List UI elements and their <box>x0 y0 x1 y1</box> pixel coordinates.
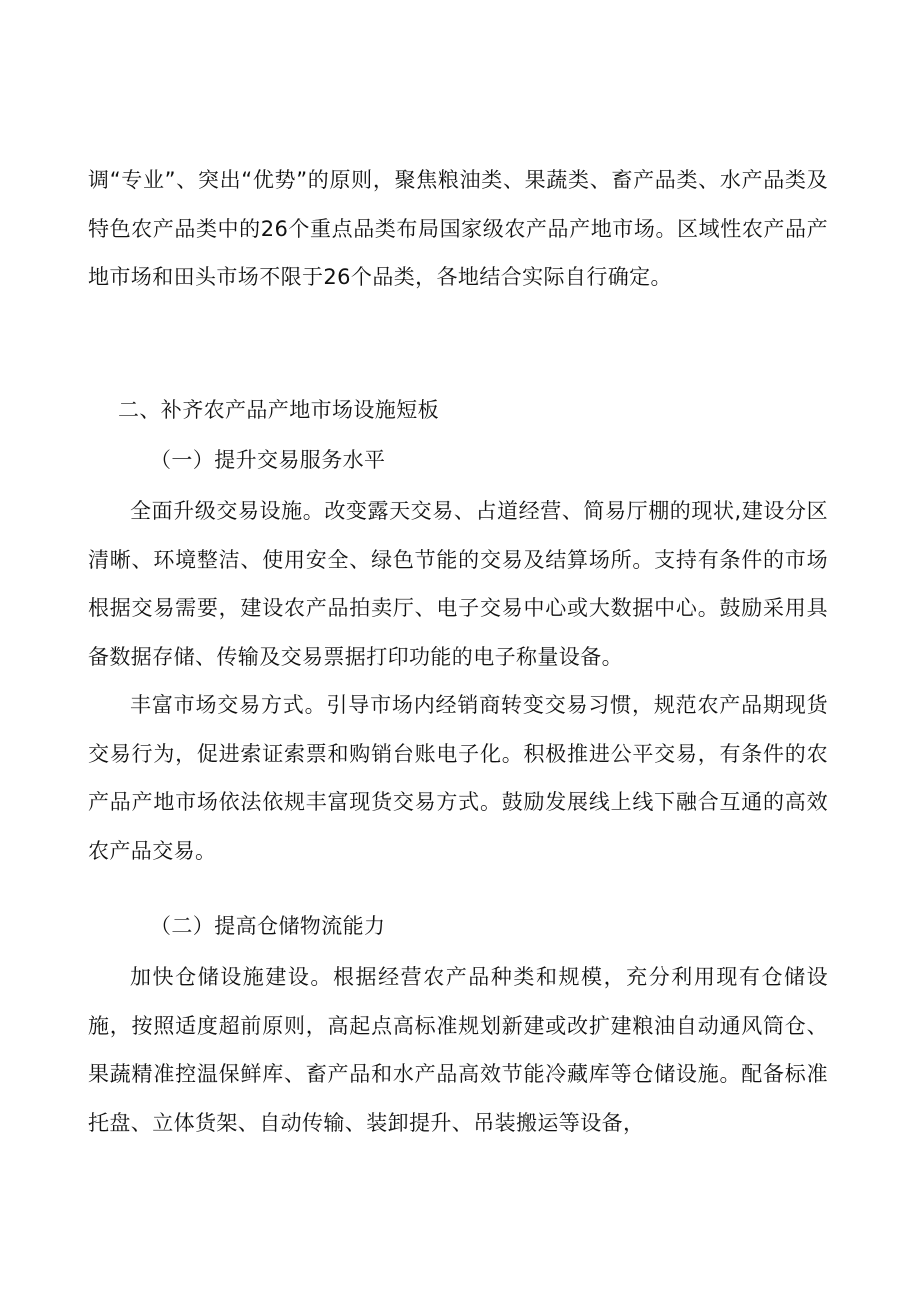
paragraph-trade-facilities: 全面升级交易设施。改变露天交易、占道经营、简易厅棚的现状,建设分区清晰、环境整洁、使用安全、绿色节能的交易及结算场所。支持有条件的市场根据交易需要，建设农产品拍卖厅、电子交易中心或大数据中心。鼓励采用具备数据存储、传输及交易票据打印功能的电子称量设备。 <box>88 499 828 669</box>
subsection-heading-2: （二）提高仓储物流能力 <box>150 914 386 938</box>
subsection-heading-1: （一）提升交易服务水平 <box>150 448 386 472</box>
section-heading: 二、补齐农产品产地市场设施短板 <box>118 398 439 422</box>
paragraph-trade-methods: 丰富市场交易方式。引导市场内经销商转变交易习惯，规范农产品期现货交易行为，促进索证索票和购销台账电子化。积极推进公平交易，有条件的农产品产地市场依法依规丰富现货交易方式。鼓励发展线上线下融合互通的高效农产品交易。 <box>88 693 828 863</box>
paragraph-intro: 调“专业”、突出“优势”的原则，聚焦粮油类、果蔬类、畜产品类、水产品类及特色农产品类中的26个重点品类布局国家级农产品产地市场。区域性农产品产地市场和田头市场不限于26个品类，各地结合实际自行确定。 <box>88 168 828 289</box>
paragraph-storage: 加快仓储设施建设。根据经营农产品种类和规模，充分利用现有仓储设施，按照适度超前原则，高起点高标准规划新建或改扩建粮油自动通风筒仓、果蔬精准控温保鲜库、畜产品和水产品高效节能冷藏库等仓储设施。配备标准托盘、立体货架、自动传输、装卸提升、吊装搬运等设备， <box>88 965 828 1135</box>
